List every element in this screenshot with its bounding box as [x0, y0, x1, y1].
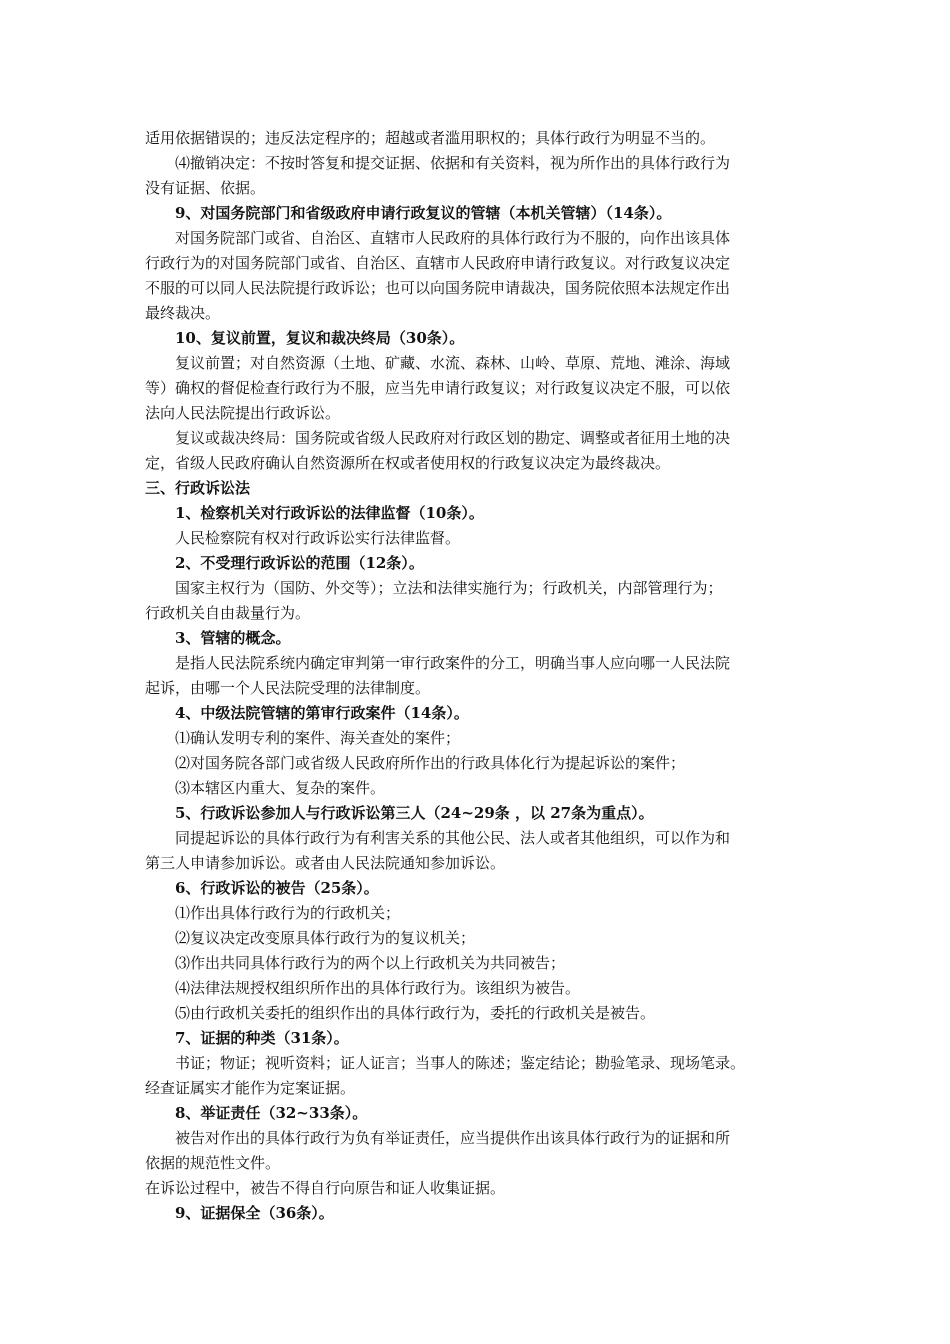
body-text-line: 书证；物证；视听资料；证人证言；当事人的陈述；鉴定结论；勘验笔录、现场笔录。	[175, 1054, 746, 1072]
section-heading: 6、行政诉讼的被告（25条）。	[175, 879, 379, 897]
body-text-line: 复议或裁决终局：国务院或省级人民政府对行政区划的勘定、调整或者征用土地的决	[175, 429, 731, 447]
body-text-line: 国家主权行为（国防、外交等）；立法和法律实施行为；行政机关，内部管理行为；	[175, 579, 723, 597]
body-text-line: 法向人民法院提出行政诉讼。	[145, 404, 341, 422]
body-text-line: ⑷撤销决定：不按时答复和提交证据、依据和有关资料，视为所作出的具体行政行为	[175, 154, 731, 172]
body-text-line: 依据的规范性文件。	[145, 1154, 281, 1172]
body-text-line: 经查证属实才能作为定案证据。	[145, 1079, 356, 1097]
section-heading: 2、不受理行政诉讼的范围（12条）。	[175, 554, 424, 572]
body-text-line: 等）确权的督促检查行政行为不服，应当先申请行政复议；对行政复议决定不服，可以依	[145, 379, 731, 397]
list-item: ⑵对国务院各部门或省级人民政府所作出的行政具体化行为提起诉讼的案件；	[175, 754, 686, 772]
body-text-line: 被告对作出的具体行政行为负有举证责任，应当提供作出该具体行政行为的证据和所	[175, 1129, 731, 1147]
list-item: ⑵复议决定改变原具体行政行为的复议机关；	[175, 929, 476, 947]
list-item: ⑶本辖区内重大、复杂的案件。	[175, 779, 386, 797]
list-item: ⑸由行政机关委托的组织作出的具体行政行为，委托的行政机关是被告。	[175, 1004, 656, 1022]
section-heading: 9、对国务院部门和省级政府申请行政复议的管辖（本机关管辖）（14条）。	[175, 204, 672, 222]
body-text-line: 同提起诉讼的具体行政行为有利害关系的其他公民、法人或者其他组织，可以作为和	[175, 829, 731, 847]
body-text-line: 行政行为的对国务院部门或省、自治区、直辖市人民政府申请行政复议。对行政复议决定	[145, 254, 731, 272]
body-text-line: 第三人申请参加诉讼。或者由人民法院通知参加诉讼。	[145, 854, 506, 872]
body-text-line: 对国务院部门或省、自治区、直辖市人民政府的具体行政行为不服的，向作出该具体	[175, 229, 731, 247]
list-item: ⑷法律法规授权组织所作出的具体行政行为。该组织为被告。	[175, 979, 581, 997]
section-heading: 7、证据的种类（31条）。	[175, 1029, 349, 1047]
section-heading: 8、举证责任（32~33条）。	[175, 1104, 368, 1122]
body-text-line: 行政机关自由裁量行为。	[145, 604, 311, 622]
body-text-line: 在诉讼过程中，被告不得自行向原告和证人收集证据。	[145, 1179, 506, 1197]
section-heading: 3、管辖的概念。	[175, 629, 291, 647]
body-text-line: 起诉，由哪一个人民法院受理的法律制度。	[145, 679, 431, 697]
body-text-line: 没有证据、依据。	[145, 179, 266, 197]
body-text-line: 复议前置；对自然资源（土地、矿藏、水流、森林、山岭、草原、荒地、滩涂、海域	[175, 354, 731, 372]
body-text-line: 人民检察院有权对行政诉讼实行法律监督。	[175, 529, 461, 547]
section-heading: 10、复议前置，复议和裁决终局（30条）。	[175, 329, 465, 347]
body-text-line: 不服的可以同人民法院提行政诉讼；也可以向国务院申请裁决，国务院依照本法规定作出	[145, 279, 731, 297]
section-heading: 5、行政诉讼参加人与行政诉讼第三人（24~29条 ，以 27条为重点）。	[175, 804, 654, 822]
body-text-line: 是指人民法院系统内确定审判第一审行政案件的分工，明确当事人应向哪一人民法院	[175, 654, 731, 672]
list-item: ⑴作出具体行政行为的行政机关；	[175, 904, 401, 922]
body-text-line: 最终裁决。	[145, 304, 221, 322]
list-item: ⑶作出共同具体行政行为的两个以上行政机关为共同被告；	[175, 954, 566, 972]
section-heading: 4、中级法院管辖的第审行政案件（14条）。	[175, 704, 469, 722]
section-heading: 1、检察机关对行政诉讼的法律监督（10条）。	[175, 504, 484, 522]
body-text-line: 适用依据错误的；违反法定程序的；超越或者滥用职权的；具体行政行为明显不当的。	[145, 129, 716, 147]
list-item: ⑴确认发明专利的案件、海关查处的案件；	[175, 729, 461, 747]
body-text-line: 定，省级人民政府确认自然资源所在权或者使用权的行政复议决定为最终裁决。	[145, 454, 671, 472]
section-heading: 9、证据保全（36条）。	[175, 1204, 334, 1222]
chapter-heading: 三、行政诉讼法	[145, 479, 251, 497]
